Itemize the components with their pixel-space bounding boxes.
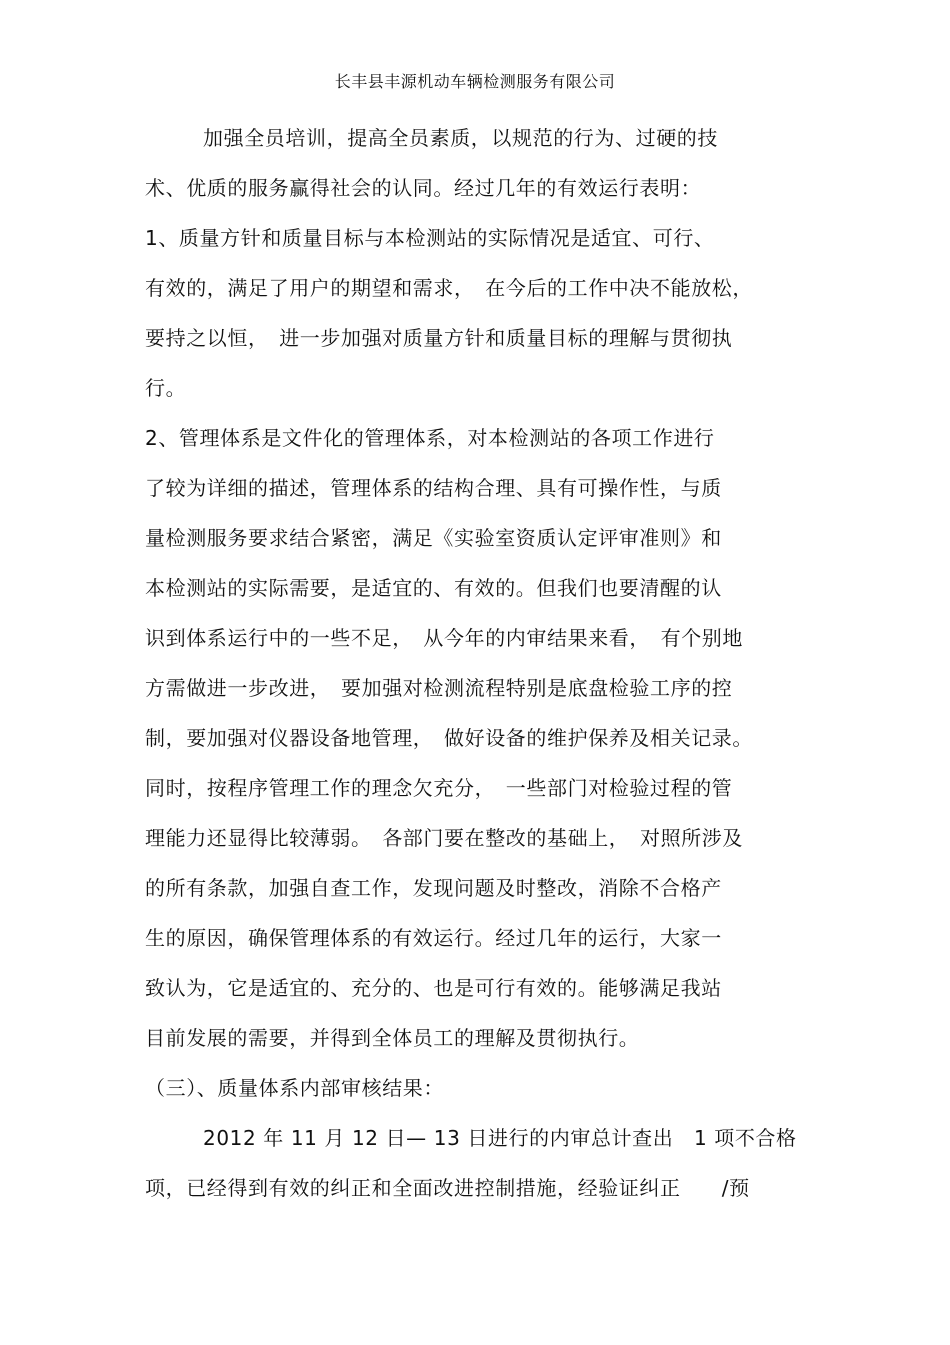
paragraph-line: 识到体系运行中的一些不足， 从今年的内审结果来看， 有个别地 bbox=[145, 626, 743, 650]
paragraph-line: 行。 bbox=[145, 376, 187, 400]
paragraph-line: 项，已经得到有效的纠正和全面改进控制措施，经验证纠正 /预 bbox=[145, 1176, 750, 1200]
paragraph-line: 2012 年 11 月 12 日— 13 日进行的内审总计查出 1 项不合格 bbox=[203, 1126, 797, 1150]
body-text bbox=[145, 126, 815, 1226]
paragraph-line: 加强全员培训，提高全员素质，以规范的行为、过硬的技 bbox=[203, 126, 718, 150]
paragraph-line: 量检测服务要求结合紧密，满足《实验室资质认定评审准则》和 bbox=[145, 526, 722, 550]
paragraph-line: 致认为，它是适宜的、充分的、也是可行有效的。能够满足我站 bbox=[145, 976, 722, 1000]
paragraph-line: 制，要加强对仪器设备地管理， 做好设备的维护保养及相关记录。 bbox=[145, 726, 753, 750]
paragraph-line: 同时，按程序管理工作的理念欠充分， 一些部门对检验过程的管 bbox=[145, 776, 733, 800]
paragraph-line: 有效的，满足了用户的期望和需求， 在今后的工作中决不能放松， bbox=[145, 276, 753, 300]
paragraph-line: 目前发展的需要，并得到全体员工的理解及贯彻执行。 bbox=[145, 1026, 640, 1050]
page-header-company: 长丰县丰源机动车辆检测服务有限公司 bbox=[334, 72, 616, 91]
paragraph-line: 方需做进一步改进， 要加强对检测流程特别是底盘检验工序的控 bbox=[145, 676, 733, 700]
paragraph-line: 术、优质的服务赢得社会的认同。经过几年的有效运行表明： bbox=[145, 176, 702, 200]
paragraph-line: 的所有条款，加强自查工作，发现问题及时整改，消除不合格产 bbox=[145, 876, 722, 900]
paragraph-line: 生的原因，确保管理体系的有效运行。经过几年的运行，大家一 bbox=[145, 926, 722, 950]
paragraph-line: 1、质量方针和质量目标与本检测站的实际情况是适宜、可行、 bbox=[145, 226, 715, 250]
paragraph-line: 2、管理体系是文件化的管理体系，对本检测站的各项工作进行 bbox=[145, 426, 715, 450]
paragraph-line: 要持之以恒， 进一步加强对质量方针和质量目标的理解与贯彻执 bbox=[145, 326, 733, 350]
paragraph-line: 本检测站的实际需要，是适宜的、有效的。但我们也要清醒的认 bbox=[145, 576, 722, 600]
paragraph-line: 理能力还显得比较薄弱。 各部门要在整改的基础上， 对照所涉及 bbox=[145, 826, 743, 850]
paragraph-line: 了较为详细的描述，管理体系的结构合理、具有可操作性，与质 bbox=[145, 476, 722, 500]
section-heading: （三）、质量体系内部审核结果： bbox=[145, 1076, 444, 1100]
